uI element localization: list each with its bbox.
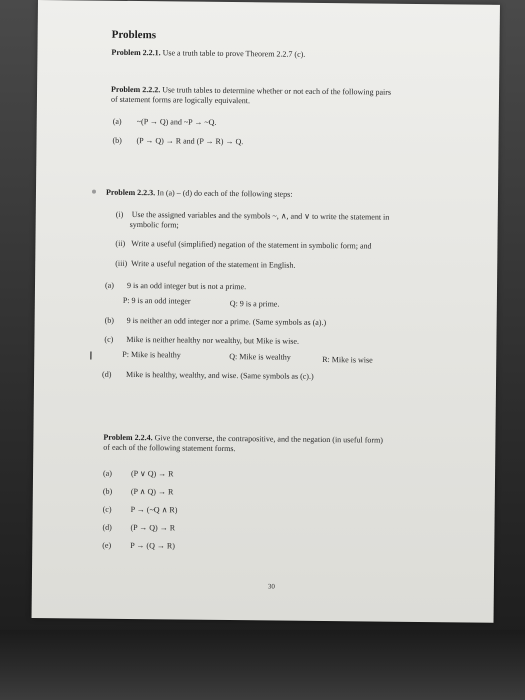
problem-2-2-3-a bbox=[105, 281, 246, 292]
problem-2-2-3-iii bbox=[115, 259, 295, 271]
problem-2-2-3-d bbox=[102, 370, 314, 382]
item-label: (ii) bbox=[115, 238, 126, 248]
item-label: (b) bbox=[104, 315, 115, 325]
item-label: (b) bbox=[102, 486, 113, 496]
item-text: 9 is neither an odd integer nor a prime. (Same symbols as (a).) bbox=[126, 315, 327, 328]
problem-2-2-4-e bbox=[102, 541, 175, 552]
item-label: (c) bbox=[102, 504, 112, 514]
problem-2-2-4-a bbox=[103, 469, 174, 480]
problem-2-2-4-d bbox=[102, 523, 175, 534]
problem-2-2-3-a-P: P: 9 is an odd integer bbox=[122, 295, 191, 306]
page-number: 30 bbox=[267, 582, 275, 591]
item-text: (P → Q) → R bbox=[130, 522, 176, 533]
problem-2-2-4-label: Problem 2.2.4. bbox=[103, 432, 153, 443]
problem-2-2-2-text1: Use truth tables to determine whether or not each of the following pairs bbox=[162, 85, 392, 97]
item-label: (a) bbox=[103, 468, 112, 478]
item-text: (P ∨ Q) → R bbox=[130, 469, 174, 479]
item-text: Write a useful negation of the statement in English. bbox=[131, 258, 296, 270]
item-label: (c) bbox=[104, 334, 114, 344]
problem-2-2-3-a-Q: Q: 9 is a prime. bbox=[229, 299, 280, 309]
problem-2-2-4-text1: Give the converse, the contrapositive, and the negation (in useful form) bbox=[154, 433, 384, 445]
text-cursor-icon: I bbox=[89, 349, 93, 363]
problem-2-2-3-line1 bbox=[106, 188, 293, 200]
problem-2-2-1 bbox=[111, 48, 305, 60]
item-label: (d) bbox=[102, 522, 112, 532]
textbook-page bbox=[32, 0, 500, 623]
page-heading: Problems bbox=[111, 28, 157, 42]
item-text: Write a useful (simplified) negation of the statement in symbolic form; and bbox=[131, 238, 372, 251]
problem-2-2-3-label: Problem 2.2.3. bbox=[105, 187, 156, 198]
problem-2-2-3-text: In (a) – (d) do each of the following steps: bbox=[157, 188, 293, 199]
problem-2-2-1-label: Problem 2.2.1. bbox=[111, 47, 161, 58]
item-label: (iii) bbox=[115, 258, 128, 268]
margin-dot bbox=[92, 190, 96, 194]
problem-2-2-4-text2: of each of the following statement forms. bbox=[103, 442, 236, 454]
item-text: Mike is neither healthy nor wealthy, but Mike is wise. bbox=[126, 334, 300, 346]
problem-2-2-3-c-P: P: Mike is healthy bbox=[122, 349, 181, 360]
item-label: (a) bbox=[112, 116, 122, 126]
problem-2-2-3-c-R: R: Mike is wise bbox=[322, 354, 373, 365]
item-text: (P ∧ Q) → R bbox=[130, 486, 174, 497]
item-text: Use the assigned variables and the symbols ~, ∧, and ∨ to write the statement in bbox=[131, 209, 390, 222]
problem-2-2-4-c bbox=[103, 505, 178, 516]
item-label: (a) bbox=[104, 280, 114, 290]
problem-2-2-3-c-Q: Q: Mike is wealthy bbox=[229, 352, 291, 362]
item-text: P → (~Q ∧ R) bbox=[130, 504, 178, 515]
item-label: (e) bbox=[102, 540, 112, 550]
problem-2-2-4-b bbox=[103, 487, 174, 498]
problem-2-2-2-text2: of statement forms are logically equivalent. bbox=[110, 94, 251, 106]
item-label: (b) bbox=[112, 135, 122, 145]
item-text: ~(P → Q) and ~P → ~Q. bbox=[136, 117, 217, 127]
problem-2-2-3-ii bbox=[115, 239, 371, 252]
monitor-bezel bbox=[0, 630, 525, 700]
problem-2-2-2-b bbox=[112, 136, 243, 147]
problem-2-2-2-label: Problem 2.2.2. bbox=[111, 84, 161, 95]
item-text: Mike is healthy, wealthy, and wise. (Same symbols as (c).) bbox=[126, 369, 314, 381]
item-label: (d) bbox=[102, 369, 112, 379]
problem-2-2-3-i-cont: symbolic form; bbox=[129, 219, 179, 230]
problem-2-2-1-text: Use a truth table to prove Theorem 2.2.7 (c). bbox=[162, 48, 306, 59]
problem-2-2-3-c bbox=[104, 335, 299, 347]
item-text: 9 is an odd integer but is not a prime. bbox=[126, 280, 247, 292]
item-text: (P → Q) → R and (P → R) → Q. bbox=[136, 136, 244, 147]
problem-2-2-2-a bbox=[113, 117, 217, 128]
item-label: (i) bbox=[115, 209, 124, 219]
problem-2-2-3-b bbox=[105, 316, 327, 328]
item-text: P → (Q → R) bbox=[130, 540, 175, 551]
